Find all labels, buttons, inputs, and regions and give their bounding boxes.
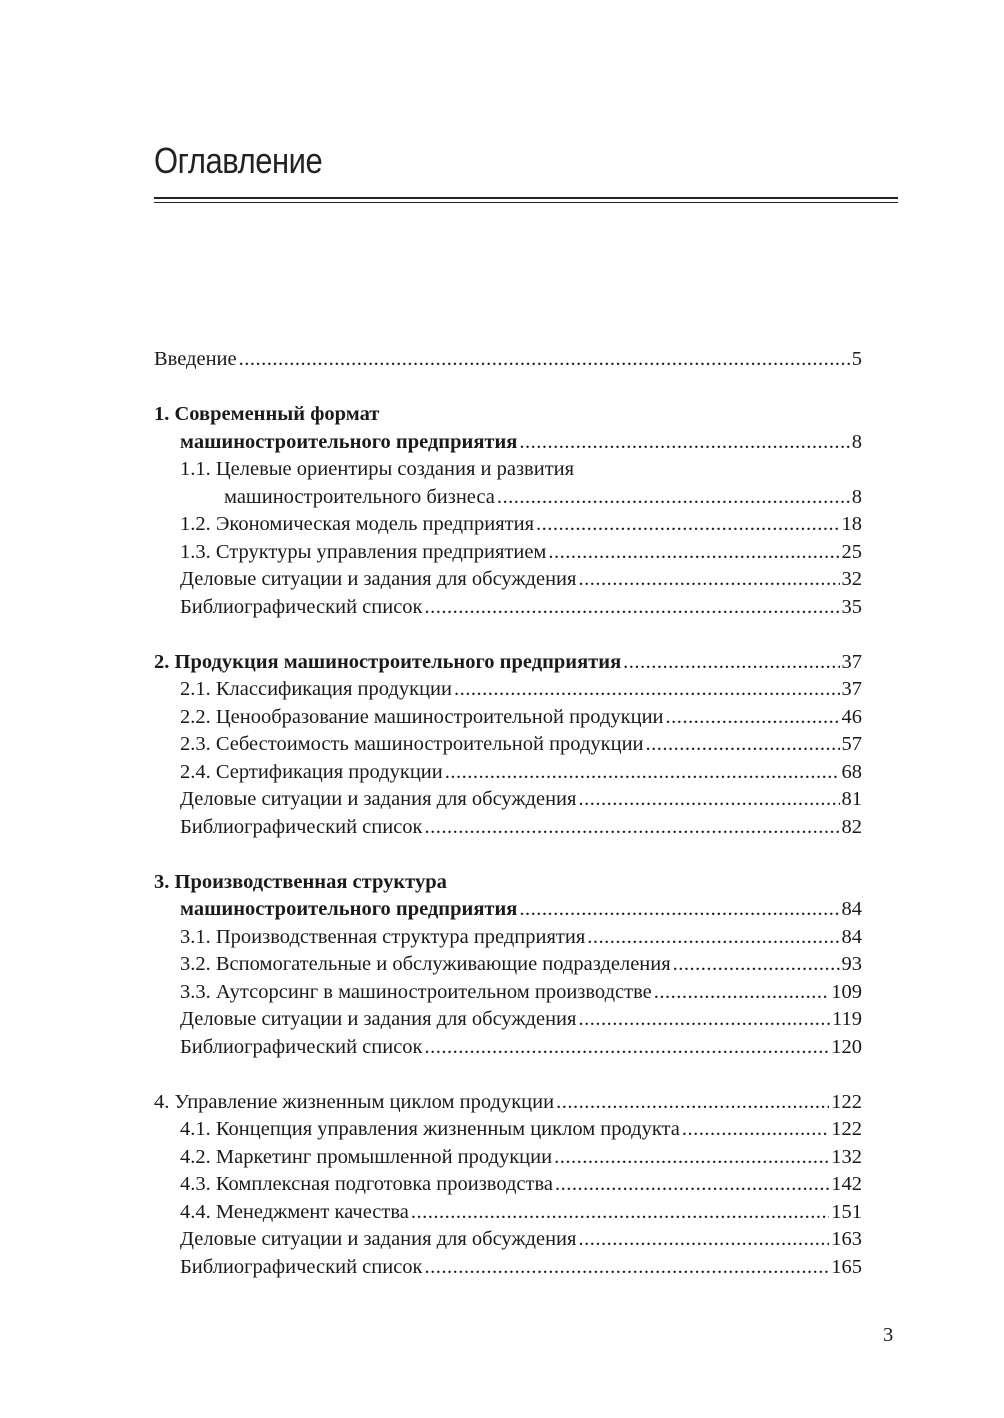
dot-leader: [578, 1006, 830, 1034]
dot-leader: [445, 759, 840, 787]
dot-leader: [556, 1089, 829, 1117]
toc-entry-page: 57: [841, 733, 862, 755]
toc-entry-3-1[interactable]: 3.1. Производственная структура предприятия ..... 84: [154, 924, 862, 952]
toc-entry-2-4[interactable]: 2.4. Сертификация продукции ..... 68: [154, 759, 862, 787]
toc-entry-page: 37: [841, 650, 862, 673]
dot-leader: [548, 539, 839, 567]
chapter-3-title-line2[interactable]: машиностроительного предприятия ..... 84: [154, 896, 862, 924]
dot-leader: [411, 1199, 829, 1227]
toc-entry-page: 163: [831, 1228, 862, 1250]
toc-entry-page: 32: [841, 568, 862, 590]
toc-entry-3-cases[interactable]: Деловые ситуации и задания для обсуждения ..... 119: [154, 1006, 862, 1034]
toc-entry-1-bibliography[interactable]: Библиографический список ..... 35: [154, 594, 862, 622]
toc-entry-page: 165: [831, 1255, 862, 1278]
toc-chapter-3: [154, 869, 862, 1062]
dot-leader: [425, 594, 840, 622]
toc-entry-page: 84: [841, 925, 862, 948]
toc-entry-page: 35: [841, 595, 862, 618]
toc-entry-3-2[interactable]: 3.2. Вспомогательные и обслуживающие подразделения ..... 93: [154, 951, 862, 979]
chapter-1-title-line2[interactable]: машиностроительного предприятия ..... 8: [154, 429, 862, 457]
dot-leader: [578, 786, 839, 814]
toc-entry-2-2[interactable]: 2.2. Ценообразование машиностроительной продукции ..... 46: [154, 704, 862, 732]
toc-entry-page: 25: [841, 540, 862, 563]
chapter-1-title-line1[interactable]: 1. Современный формат: [154, 403, 380, 425]
dot-leader: [587, 924, 839, 952]
toc-entry-2-cases[interactable]: Деловые ситуации и задания для обсуждения ..... 81: [154, 786, 862, 814]
toc-entry-4-4[interactable]: 4.4. Менеджмент качества ..... 151: [154, 1199, 862, 1227]
chapter-3-title-line1[interactable]: 3. Производственная структура: [154, 870, 447, 893]
toc-intro: [154, 346, 862, 374]
dot-leader: [555, 1171, 829, 1199]
toc-entry-page: 8: [851, 430, 862, 453]
dot-leader: [646, 731, 840, 759]
toc-entry-3-3[interactable]: 3.3. Аутсорсинг в машиностроительном производстве ..... 109: [154, 979, 862, 1007]
toc-entry-4-1[interactable]: 4.1. Концепция управления жизненным циклом продукта ..... 122: [154, 1116, 862, 1144]
dot-leader: [497, 484, 850, 512]
dot-leader: [623, 649, 839, 677]
toc-entry-page: 18: [841, 513, 862, 535]
toc-entry-2-3[interactable]: 2.3. Себестоимость машиностроительной продукции ..... 57: [154, 731, 862, 759]
toc-entry-page: 142: [831, 1173, 862, 1195]
toc-entry-page: 5: [851, 348, 862, 370]
toc-entry-intro[interactable]: [154, 346, 862, 374]
dot-leader: [536, 511, 840, 539]
dot-leader: [454, 676, 840, 704]
dot-leader: [682, 1116, 829, 1144]
toc-entry-page: 46: [841, 705, 862, 728]
toc-entry-1-1-line2[interactable]: машиностроительного бизнеса ..... 8: [154, 484, 862, 512]
toc-entry-page: 81: [841, 788, 862, 810]
chapter-2-title[interactable]: 2. Продукция машиностроительного предприятия ..... 37: [154, 649, 862, 677]
toc-entry-4-2[interactable]: 4.2. Маркетинг промышленной продукции ..... 132: [154, 1144, 862, 1172]
toc-entry-4-bibliography[interactable]: Библиографический список ..... 165: [154, 1254, 862, 1282]
toc-entry-page: 119: [832, 1008, 862, 1030]
toc-entry-1-3[interactable]: 1.3. Структуры управления предприятием ..... 25: [154, 539, 862, 567]
toc-entry-1-1-line1[interactable]: 1.1. Целевые ориентиры создания и развития: [180, 458, 575, 480]
toc-entry-page: 8: [851, 485, 862, 508]
toc-entry-page: 93: [841, 953, 862, 975]
page-title: Оглавление: [154, 140, 323, 181]
dot-leader: [554, 1144, 829, 1172]
toc-entry-1-cases[interactable]: Деловые ситуации и задания для обсуждения ..... 32: [154, 566, 862, 594]
toc-entry-page: 37: [841, 678, 862, 700]
chapter-4-title[interactable]: 4. Управление жизненным циклом продукции ..... 122: [154, 1089, 862, 1117]
toc-entry-page: 82: [841, 815, 862, 838]
dot-leader: [519, 429, 849, 457]
toc-entry-page: 68: [841, 760, 862, 783]
toc-entry-page: 109: [831, 980, 862, 1003]
toc-chapter-2: [154, 649, 862, 842]
dot-leader: [425, 814, 840, 842]
dot-leader: [425, 1034, 830, 1062]
toc-entry-4-3[interactable]: 4.3. Комплексная подготовка производства ..... 142: [154, 1171, 862, 1199]
toc-chapter-4: [154, 1089, 862, 1282]
dot-leader: [578, 566, 839, 594]
toc-entry-page: 122: [831, 1090, 862, 1113]
toc-entry-2-bibliography[interactable]: Библиографический список ..... 82: [154, 814, 862, 842]
toc-entry-3-bibliography[interactable]: Библиографический список ..... 120: [154, 1034, 862, 1062]
toc-entry-2-1[interactable]: 2.1. Классификация продукции ..... 37: [154, 676, 862, 704]
page-number: 3: [883, 1324, 894, 1346]
toc-entry-title: Введение: [154, 348, 237, 370]
dot-leader: [425, 1254, 830, 1282]
dot-leader: [519, 896, 839, 924]
table-of-contents: [154, 346, 862, 1309]
title-rule-thin: [154, 202, 898, 203]
toc-entry-4-cases[interactable]: Деловые ситуации и задания для обсуждения ..... 163: [154, 1226, 862, 1254]
toc-chapter-1: [154, 401, 862, 621]
toc-entry-page: 84: [841, 898, 862, 920]
dot-leader: [673, 951, 840, 979]
title-rule-thick: [154, 197, 898, 199]
dot-leader: [654, 979, 830, 1007]
dot-leader: [666, 704, 840, 732]
toc-entry-page: 132: [831, 1145, 862, 1168]
toc-entry-1-2[interactable]: 1.2. Экономическая модель предприятия ..... 18: [154, 511, 862, 539]
toc-entry-page: 122: [831, 1118, 862, 1140]
toc-entry-page: 120: [831, 1035, 862, 1058]
dot-leader: [578, 1226, 829, 1254]
dot-leader: [239, 346, 850, 374]
toc-entry-page: 151: [831, 1200, 862, 1223]
